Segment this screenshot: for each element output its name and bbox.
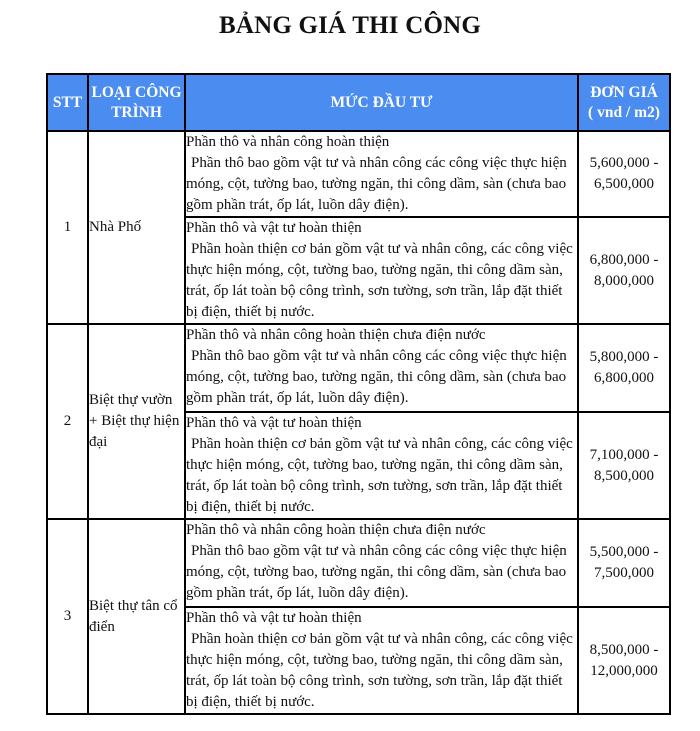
price-max: 6,500,000 [594, 176, 654, 192]
price-min: 6,800,000 - [589, 251, 659, 268]
price-max: 8,500,000 [594, 467, 654, 484]
header-type: LOẠI CÔNG TRÌNH [88, 74, 185, 131]
investment-cell [185, 131, 578, 217]
investment-cell [185, 217, 578, 324]
building-type-cell: Biệt thự vườn + Biệt thự hiện đại [88, 324, 185, 519]
investment-title: Phần thô và vật tư hoàn thiện [186, 220, 362, 236]
stt-cell: 2 [47, 324, 88, 519]
header-investment: MỨC ĐẦU TƯ [185, 74, 578, 131]
investment-description: Phần hoàn thiện cơ bản gồm vật tư và nhân công, các công việc thực hiện móng, cột, tường bao, tường ngăn, thi công dầm sàn, trát, ốp lát toàn bộ công trình, sơn tường, sơn trần, lắp đặt thiết bị điện, thiết bị nước. [186, 436, 573, 515]
price-max: 12,000,000 [590, 662, 658, 679]
investment-description: Phần hoàn thiện cơ bản gồm vật tư và nhân công, các công việc thực hiện móng, cột, tường bao, tường ngăn, thi công dầm sàn, trát, ốp lát toàn bộ công trình, sơn tường, sơn trần, lắp đặt thiết bị điện, thiết bị nước. [186, 241, 573, 320]
price-min: 5,600,000 - [589, 155, 659, 171]
stt-cell: 3 [47, 519, 88, 714]
investment-cell [185, 412, 578, 519]
building-type-cell: Biệt thự tân cổ điển [88, 519, 185, 714]
price-max: 8,000,000 [594, 272, 654, 289]
price-cell [578, 412, 670, 519]
price-min: 7,100,000 - [589, 446, 659, 463]
price-min: 5,500,000 - [589, 544, 659, 560]
stt-cell: 1 [47, 131, 88, 324]
price-cell [578, 607, 670, 714]
investment-description: Phần thô bao gồm vật tư và nhân công các công việc thực hiện móng, cột, tường bao, tường ngăn, thi công dầm, sàn (chưa bao gồm phần trát, ốp lát, luồn dây điện). [186, 348, 567, 406]
table-row [47, 519, 670, 607]
price-cell [578, 324, 670, 412]
investment-title: Phần thô và nhân công hoàn thiện chưa điện nước [186, 522, 486, 538]
price-max: 7,500,000 [594, 565, 654, 581]
table-header-row [47, 74, 670, 131]
building-type-cell: Nhà Phố [88, 131, 185, 324]
price-cell [578, 519, 670, 607]
header-price-label: ĐƠN GIÁ [590, 83, 658, 101]
table-row [47, 131, 670, 217]
header-stt: STT [47, 74, 88, 131]
price-min: 5,800,000 - [589, 349, 659, 365]
investment-title: Phần thô và nhân công hoàn thiện [186, 134, 390, 150]
header-price [578, 74, 670, 131]
investment-title: Phần thô và vật tư hoàn thiện [186, 415, 362, 431]
page-title: BẢNG GIÁ THI CÔNG [218, 12, 481, 39]
table-row [47, 324, 670, 412]
header-price-unit: ( vnd / m2) [588, 103, 660, 121]
investment-title: Phần thô và vật tư hoàn thiện [186, 610, 362, 626]
price-cell [578, 131, 670, 217]
investment-title: Phần thô và nhân công hoàn thiện chưa điện nước [186, 327, 486, 343]
price-min: 8,500,000 - [589, 641, 659, 658]
investment-cell [185, 519, 578, 607]
investment-description: Phần thô bao gồm vật tư và nhân công các công việc thực hiện móng, cột, tường bao, tường ngăn, thi công dầm, sàn (chưa bao gồm phần trát, ốp lát, luồn dây điện). [186, 543, 567, 601]
investment-cell [185, 607, 578, 714]
investment-description: Phần thô bao gồm vật tư và nhân công các công việc thực hiện móng, cột, tường bao, tường ngăn, thi công dầm, sàn (chưa bao gồm phần trát, ốp lát, luồn dây điện). [186, 155, 567, 213]
investment-description: Phần hoàn thiện cơ bản gồm vật tư và nhân công, các công việc thực hiện móng, cột, tường bao, tường ngăn, thi công dầm sàn, trát, ốp lát toàn bộ công trình, sơn tường, sơn trần, lắp đặt thiết bị điện, thiết bị nước. [186, 631, 573, 710]
investment-cell [185, 324, 578, 412]
price-table [46, 73, 671, 715]
price-cell [578, 217, 670, 324]
price-max: 6,800,000 [594, 370, 654, 386]
